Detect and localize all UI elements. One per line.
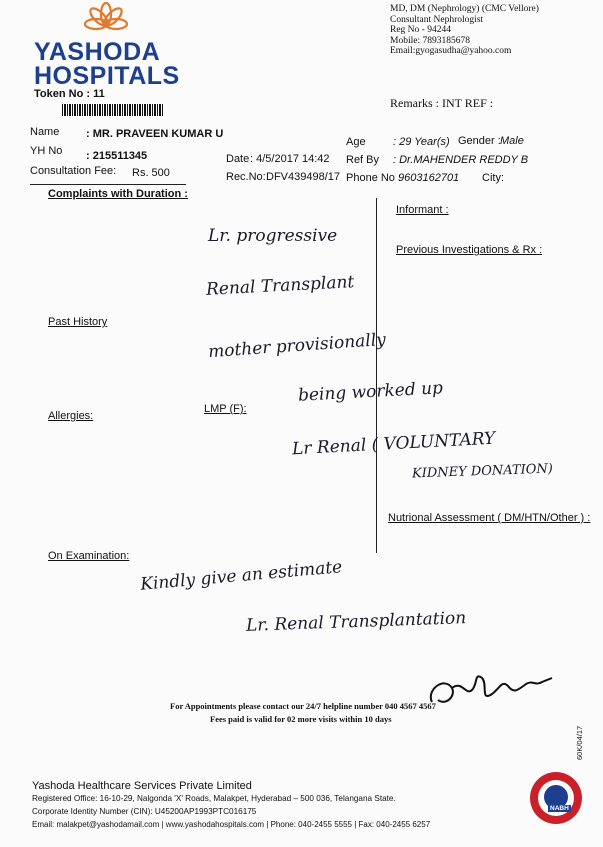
fee-value: Rs. 500 [132, 167, 170, 179]
handwritten-line-7: Kindly give an estimate [139, 557, 343, 595]
doctor-designation: Consultant Nephrologist [390, 14, 484, 25]
lmp-heading: LMP (F): [204, 403, 247, 415]
complaints-heading: Complaints with Duration : [48, 188, 188, 200]
fee-label: Consultation Fee: [30, 165, 117, 177]
fee-validity: Fees paid is valid for 02 more visits within 10 days [210, 714, 392, 724]
hospital-name-line2: HOSPITALS [34, 62, 180, 90]
barcode-icon [62, 104, 164, 116]
doctor-signature-icon [422, 666, 558, 714]
hospital-name-line1: YASHODA [34, 38, 161, 66]
nabh-logo-icon [530, 772, 582, 824]
registered-office: Registered Office: 16-10-29, Nalgonda 'X' Roads, Malakpet, Hyderabad – 500 036, Telangana State. [32, 794, 396, 803]
handwritten-line-2: Renal Transplant [205, 272, 355, 300]
previous-investigations-heading: Previous Investigations & Rx : [396, 244, 543, 256]
side-code: 60K/04/17 [575, 725, 584, 760]
allergies-heading: Allergies: [48, 410, 94, 422]
handwritten-line-8: Lr. Renal Transplantation [245, 608, 467, 636]
city-label: City: [482, 172, 504, 184]
age-label: Age [346, 136, 366, 148]
company-name: Yashoda Healthcare Services Private Limited [32, 780, 252, 792]
nutritional-assessment-heading: Nutrional Assessment ( DM/HTN/Other ) : [388, 512, 591, 524]
rec-value: DFV439498/17 [266, 171, 340, 183]
yh-value: : 215511345 [86, 150, 148, 162]
doctor-mobile: Mobile: 7893185678 [390, 35, 470, 46]
age-value: : 29 Year(s) [393, 136, 450, 148]
date-label: Date [226, 153, 250, 165]
fee-underline [30, 184, 186, 185]
doctor-reg-no: Reg No - 94244 [390, 25, 451, 35]
doctor-email: Email:gyogasudha@yahoo.com [390, 46, 512, 56]
informant-heading: Informant : [396, 204, 449, 216]
name-label: Name [30, 126, 60, 138]
nabh-label: NABH [550, 805, 569, 812]
handwritten-line-6: KIDNEY DONATION) [411, 461, 554, 482]
date-value: : 4/5/2017 14:42 [250, 153, 330, 165]
doctor-info [390, 4, 539, 57]
contact-info: Email: malakpet@yashodamail.com | www.yashodahospitals.com | Phone: 040-2455 5555 | Fax: 040-2455 6257 [32, 820, 431, 829]
corporate-id: Corporate Identity Number (CIN): U45200AP1993PTC016175 [32, 807, 257, 816]
column-divider [376, 198, 377, 553]
name-value: : MR. PRAVEEN KUMAR U [86, 128, 224, 140]
handwritten-line-5: Lr Renal ( VOLUNTARY [291, 428, 496, 460]
handwritten-line-4: being worked up [297, 378, 444, 406]
gender-label: Gender : [458, 135, 501, 147]
phone-value: 9603162701 [398, 172, 460, 184]
handwritten-line-3: mother provisionally [207, 329, 387, 363]
refby-label: Ref By [346, 154, 380, 166]
remarks: Remarks : INT REF : [390, 96, 494, 110]
token-number: Token No : 11 [34, 88, 105, 100]
phone-label: Phone No : [346, 172, 402, 184]
examination-heading: On Examination: [48, 550, 130, 562]
gender-value: Male [500, 135, 524, 147]
doctor-qualification: MD, DM (Nephrology) (CMC Vellore) [390, 4, 539, 14]
past-history-heading: Past History [48, 316, 108, 328]
appointment-helpline: For Appointments please contact our 24/7 helpline number 040 4567 4567 [170, 701, 436, 711]
yh-label: YH No [30, 145, 63, 157]
refby-value: : Dr.MAHENDER REDDY B [393, 154, 529, 166]
handwritten-line-1: Lr. progressive [208, 226, 338, 246]
rec-label: Rec.No: [226, 171, 266, 183]
